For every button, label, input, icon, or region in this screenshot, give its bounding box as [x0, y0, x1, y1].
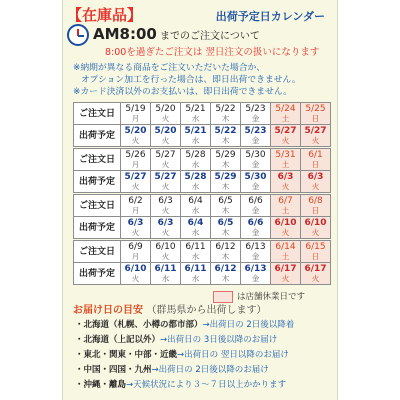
cell-date: 5/23	[245, 103, 266, 114]
cell-weekday: 火	[161, 227, 170, 237]
calendar-cell	[121, 195, 151, 217]
cell-date: 6/1	[308, 149, 323, 160]
cell-date: 5/27	[154, 171, 177, 182]
calendar-cell	[301, 263, 331, 285]
cell-weekday: 火	[131, 273, 140, 283]
stock-label: 【在庫品】	[67, 6, 143, 24]
cell-date: 5/23	[244, 125, 267, 136]
calendar-cell	[241, 149, 271, 171]
delivery-item: ・北海道（札幌、小樽の都市部）→出荷日の 2日後以降着	[75, 320, 295, 330]
cell-date: 6/5	[218, 195, 233, 206]
calendar-cell	[271, 195, 301, 217]
ship-date-row	[74, 171, 331, 193]
cell-date: 5/29	[214, 171, 237, 182]
deadline-suffix: までのご注文について	[160, 31, 260, 42]
cell-date: 6/9	[128, 241, 143, 252]
cell-weekday: 水	[191, 273, 200, 283]
cell-date: 6/6	[247, 217, 264, 228]
cell-weekday: 金	[251, 227, 260, 237]
calendar-cell	[241, 241, 271, 263]
calendar-week-3	[73, 194, 331, 239]
cell-weekday: 水	[191, 205, 200, 215]
cell-weekday: 木	[221, 159, 230, 169]
cell-weekday: 金	[251, 251, 260, 261]
cell-weekday: 水	[191, 227, 200, 237]
cell-weekday: 火	[281, 227, 290, 237]
calendar-cell	[151, 241, 181, 263]
calendar-cell	[151, 149, 181, 171]
calendar-cell	[121, 241, 151, 263]
cell-date: 5/29	[215, 149, 236, 160]
calendar-week-1	[73, 102, 331, 147]
calendar-cell	[301, 217, 331, 239]
cell-weekday: 火	[161, 113, 170, 123]
cell-weekday: 木	[221, 181, 230, 191]
cell-weekday: 金	[251, 135, 260, 145]
deadline-note: 8:00を過ぎたご注文は 翌日注文の扱いになります	[105, 47, 320, 58]
calendar-cell	[181, 217, 211, 239]
cell-date: 6/14	[275, 241, 296, 252]
cell-weekday: 水	[161, 273, 170, 283]
cell-date: 6/10	[274, 217, 297, 228]
ship-row-label: 出荷予定	[74, 263, 121, 285]
calendar-cell	[181, 195, 211, 217]
ship-date-row	[74, 217, 331, 239]
calendar-cell	[121, 171, 151, 193]
cell-weekday: 水	[191, 113, 200, 123]
cell-date: 6/5	[217, 217, 234, 228]
cell-weekday: 火	[281, 135, 290, 145]
cell-weekday: 水	[191, 251, 200, 261]
cell-date: 6/10	[155, 241, 176, 252]
cell-weekday: 火	[311, 273, 320, 283]
cell-date: 6/10	[304, 217, 327, 228]
cell-weekday: 火	[131, 181, 140, 191]
cell-weekday: 金	[251, 205, 260, 215]
calendar-cell	[151, 125, 181, 147]
calendar-cell	[301, 171, 331, 193]
calendar-cell	[211, 171, 241, 193]
cell-weekday: 日	[311, 113, 320, 123]
cell-weekday: 木	[221, 135, 230, 145]
calendar-cell	[271, 103, 301, 125]
clock-icon	[67, 24, 89, 46]
cell-weekday: 水	[191, 135, 200, 145]
delivery-origin: （群馬県から出荷します）	[146, 305, 267, 316]
cell-weekday: 火	[311, 181, 320, 191]
cell-weekday: 月	[131, 113, 140, 123]
calendar-cell	[121, 263, 151, 285]
deadline-time: AM8:00	[93, 25, 157, 43]
cell-weekday: 月	[131, 251, 140, 261]
cell-date: 5/27	[124, 171, 147, 182]
calendar-cell	[241, 195, 271, 217]
cell-weekday: 水	[191, 181, 200, 191]
cell-date: 5/22	[215, 103, 236, 114]
cell-weekday: 金	[251, 159, 260, 169]
calendar-cell	[241, 171, 271, 193]
deadline-line	[93, 25, 260, 43]
cell-date: 6/3	[127, 217, 144, 228]
cell-date: 5/27	[155, 149, 176, 160]
cell-weekday: 日	[311, 205, 320, 215]
cell-weekday: 土	[281, 113, 290, 123]
cell-date: 6/11	[184, 263, 207, 274]
cell-date: 6/3	[157, 217, 174, 228]
cell-weekday: 火	[161, 181, 170, 191]
cell-weekday: 火	[161, 251, 170, 261]
order-date-row	[74, 195, 331, 217]
cell-date: 5/21	[184, 125, 207, 136]
cell-weekday: 火	[161, 159, 170, 169]
cell-weekday: 火	[311, 227, 320, 237]
cell-date: 6/11	[185, 241, 206, 252]
calendar-cell	[151, 171, 181, 193]
cell-weekday: 月	[131, 205, 140, 215]
cell-date: 5/30	[244, 171, 267, 182]
cell-date: 6/13	[244, 263, 267, 274]
calendar-cell	[211, 103, 241, 125]
cell-date: 6/17	[274, 263, 297, 274]
cell-weekday: 火	[131, 227, 140, 237]
order-row-label: ご注文日	[74, 195, 121, 217]
order-row-label: ご注文日	[74, 241, 121, 263]
cell-date: 6/7	[278, 195, 293, 206]
delivery-item: ・中国・四国・九州→出荷日の 2日後以降のお届け	[75, 365, 269, 375]
calendar-cell	[151, 103, 181, 125]
order-date-row	[74, 149, 331, 171]
calendar-cell	[271, 125, 301, 147]
cell-date: 5/25	[305, 103, 326, 114]
calendar-cell	[181, 171, 211, 193]
order-date-row	[74, 103, 331, 125]
calendar-cell	[301, 195, 331, 217]
calendar-cell	[211, 263, 241, 285]
cell-weekday: 火	[281, 273, 290, 283]
ship-row-label: 出荷予定	[74, 171, 121, 193]
calendar-cell	[181, 241, 211, 263]
cell-weekday: 木	[221, 227, 230, 237]
cell-date: 6/3	[158, 195, 173, 206]
calendar-week-4	[73, 240, 331, 285]
cell-date: 6/17	[304, 263, 327, 274]
ship-date-row	[74, 125, 331, 147]
cell-weekday: 金	[251, 273, 260, 283]
note-line: ※納期が異なる商品をご注文いただいた場合か、	[73, 63, 266, 73]
calendar-panel	[62, 0, 338, 400]
calendar-cell	[181, 125, 211, 147]
cell-date: 6/2	[128, 195, 143, 206]
calendar-cell	[271, 241, 301, 263]
cell-date: 6/11	[154, 263, 177, 274]
calendar-cell	[241, 263, 271, 285]
order-row-label: ご注文日	[74, 103, 121, 125]
cell-weekday: 水	[191, 159, 200, 169]
cell-weekday: 火	[131, 135, 140, 145]
ship-row-label: 出荷予定	[74, 125, 121, 147]
cell-date: 5/22	[214, 125, 237, 136]
calendar-cell	[211, 241, 241, 263]
cell-date: 6/6	[248, 195, 263, 206]
calendar-cell	[181, 149, 211, 171]
calendar-cell	[121, 103, 151, 125]
delivery-title	[73, 301, 266, 316]
calendar-cell	[301, 149, 331, 171]
cell-date: 5/20	[155, 103, 176, 114]
calendar-cell	[121, 217, 151, 239]
cell-date: 5/30	[245, 149, 266, 160]
calendar-cell	[301, 125, 331, 147]
cell-date: 5/21	[185, 103, 206, 114]
delivery-item: ・沖縄・離島→天候状況により３～７日以上かかります	[75, 380, 287, 390]
cell-weekday: 日	[311, 251, 320, 261]
cell-date: 5/19	[125, 103, 146, 114]
calendar-cell	[211, 217, 241, 239]
cell-weekday: 土	[281, 251, 290, 261]
cell-weekday: 土	[281, 205, 290, 215]
calendar-cell	[241, 125, 271, 147]
cell-weekday: 火	[281, 181, 290, 191]
cell-weekday: 火	[311, 135, 320, 145]
calendar-cell	[301, 103, 331, 125]
calendar-cell	[151, 217, 181, 239]
note-line: オプション加工を行った場合は、即日出荷できません。	[81, 75, 301, 85]
cell-weekday: 木	[221, 251, 230, 261]
cell-weekday: 日	[311, 159, 320, 169]
cell-weekday: 火	[161, 135, 170, 145]
legend-text: は店舗休業日です	[237, 292, 306, 302]
cell-date: 6/4	[188, 195, 203, 206]
cell-date: 5/20	[124, 125, 147, 136]
cell-date: 5/26	[125, 149, 146, 160]
cell-date: 5/31	[275, 149, 296, 160]
cell-weekday: 金	[251, 181, 260, 191]
calendar-cell	[241, 103, 271, 125]
calendar-cell	[151, 263, 181, 285]
calendar-cell	[271, 149, 301, 171]
calendar-cell	[121, 149, 151, 171]
cell-weekday: 木	[221, 113, 230, 123]
delivery-heading: お届け日の目安	[73, 305, 143, 316]
cell-date: 5/27	[274, 125, 297, 136]
cell-date: 6/12	[215, 241, 236, 252]
order-row-label: ご注文日	[74, 149, 121, 171]
cell-weekday: 木	[221, 273, 230, 283]
calendar-cell	[211, 195, 241, 217]
cell-date: 6/13	[245, 241, 266, 252]
cell-date: 5/20	[154, 125, 177, 136]
cell-date: 6/3	[307, 171, 324, 182]
ship-row-label: 出荷予定	[74, 217, 121, 239]
cell-date: 5/28	[185, 149, 206, 160]
cell-weekday: 火	[161, 205, 170, 215]
calendar-cell	[271, 171, 301, 193]
calendar-cell	[181, 263, 211, 285]
cell-date: 5/24	[275, 103, 296, 114]
cell-date: 6/15	[305, 241, 326, 252]
calendar-cell	[271, 263, 301, 285]
calendar-week-2	[73, 148, 331, 193]
cell-date: 6/4	[187, 217, 204, 228]
delivery-item: ・北海道（上記以外）→出荷日の 3日後以降のお届け	[75, 335, 278, 345]
cell-date: 5/27	[304, 125, 327, 136]
cell-weekday: 土	[281, 159, 290, 169]
cell-date: 6/12	[214, 263, 237, 274]
calendar-cell	[271, 217, 301, 239]
cell-weekday: 木	[221, 205, 230, 215]
cell-weekday: 月	[131, 159, 140, 169]
cell-date: 6/10	[124, 263, 147, 274]
cell-date: 6/8	[308, 195, 323, 206]
calendar-cell	[121, 125, 151, 147]
order-date-row	[74, 241, 331, 263]
calendar-cell	[211, 149, 241, 171]
calendar-cell	[301, 241, 331, 263]
cell-date: 5/28	[184, 171, 207, 182]
calendar-cell	[241, 217, 271, 239]
calendar-title: 出荷予定日カレンダー	[215, 10, 325, 23]
calendar-cell	[211, 125, 241, 147]
calendar-cell	[151, 195, 181, 217]
cell-date: 6/3	[277, 171, 294, 182]
ship-date-row	[74, 263, 331, 285]
note-line: ※カード決済以外のお支払いは、即日出荷できません。	[73, 87, 293, 97]
cell-weekday: 金	[251, 113, 260, 123]
delivery-item: ・東北・関東・中部・近畿→出荷日の 翌日以降のお届け	[75, 350, 289, 360]
calendar-cell	[181, 103, 211, 125]
